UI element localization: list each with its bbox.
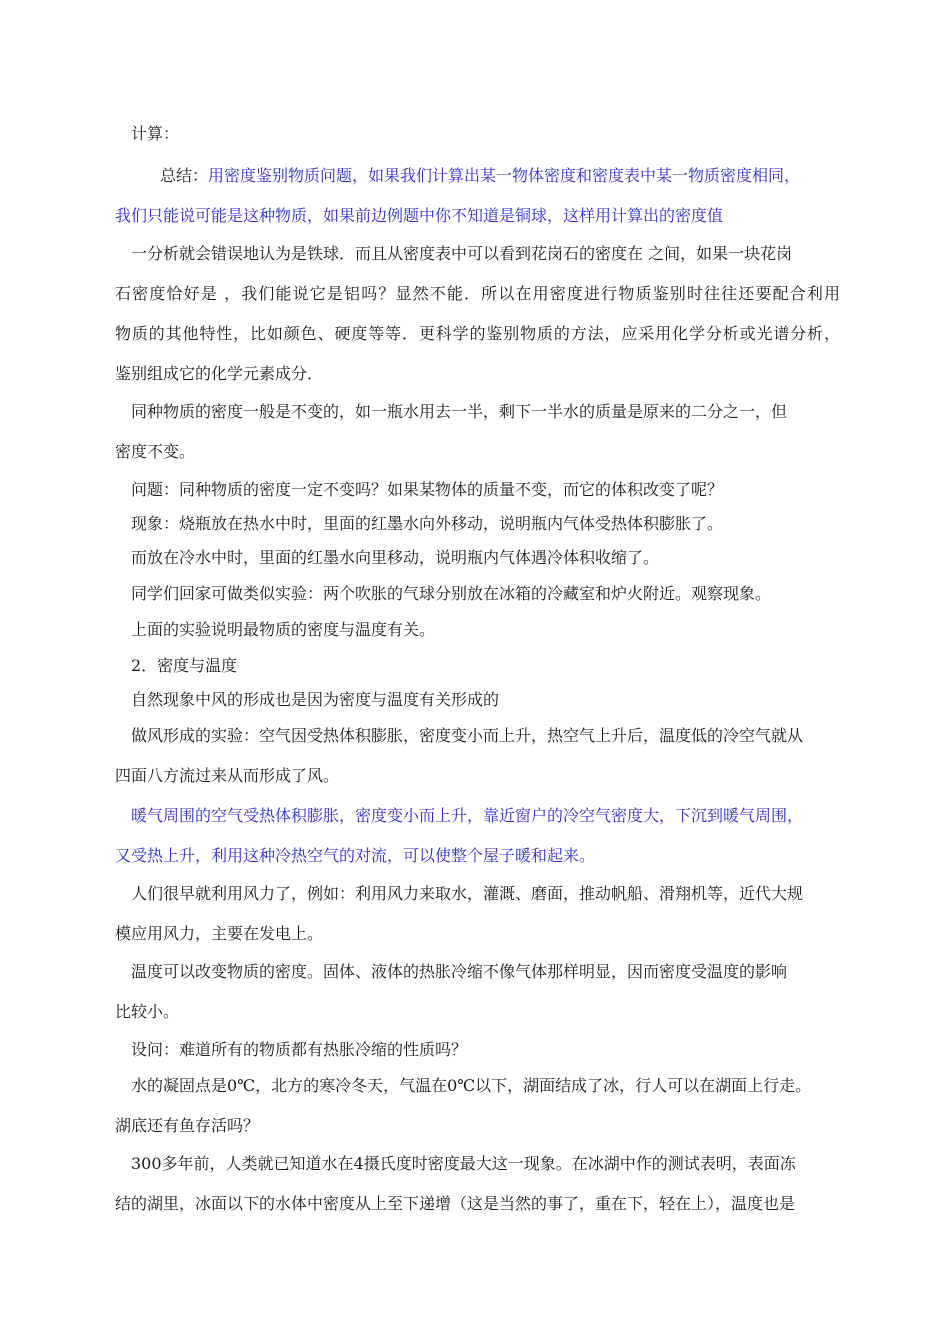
- paragraph-line: 四面八方流过来从而形成了风。: [115, 766, 340, 785]
- paragraph-line: 模应用风力，主要在发电上。: [115, 924, 324, 943]
- summary-line-2: 我们只能说可能是这种物质，如果前边例题中你不知道是铜球，这样用计算出的密度值: [115, 206, 724, 225]
- highlight-line: 暖气周围的空气受热体积膨胀，密度变小而上升，靠近窗户的冷空气密度大，下沉到暖气周围，: [131, 806, 804, 825]
- summary-line-1: [160, 166, 840, 186]
- question-line: 问题：同种物质的密度一定不变吗？如果某物体的质量不变，而它的体积改变了呢？: [131, 480, 724, 499]
- highlight-line: 又受热上升，利用这种冷热空气的对流，可以使整个屋子暖和起来。: [115, 846, 596, 865]
- paragraph-line: 自然现象中风的形成也是因为密度与温度有关形成的: [131, 690, 500, 709]
- paragraph-line: 湖底还有鱼存活吗？: [115, 1116, 260, 1135]
- section-heading: 2．密度与温度: [131, 656, 238, 675]
- paragraph-line: 而放在冷水中时，里面的红墨水向里移动，说明瓶内气体遇冷体积收缩了。: [131, 548, 660, 567]
- paragraph-line: 密度不变。: [115, 442, 196, 461]
- paragraph-line: 同学们回家可做类似实验：两个吹胀的气球分别放在冰箱的冷藏室和炉火附近。观察现象。: [131, 584, 772, 603]
- phenomenon-line: 现象：烧瓶放在热水中时，里面的红墨水向外移动，说明瓶内气体受热体积膨胀了。: [131, 514, 724, 533]
- summary-text: 用密度鉴别物质问题，如果我们计算出某一物体密度和密度表中某一物质密度相同，: [208, 166, 801, 185]
- paragraph-line: 做风形成的实验：空气因受热体积膨胀，密度变小而上升，热空气上升后，温度低的冷空气就从: [131, 726, 804, 745]
- paragraph-line: 温度可以改变物质的密度。固体、液体的热胀冷缩不像气体那样明显，因而密度受温度的影响: [131, 962, 788, 981]
- paragraph-line: 比较小。: [115, 1002, 180, 1021]
- calc-label: 计算：: [131, 124, 180, 143]
- paragraph-line: 一分析就会错误地认为是铁球．而且从密度表中可以看到花岗石的密度在 之间，如果一块花岗: [131, 244, 793, 263]
- paragraph-line: 300多年前，人类就已知道水在4摄氏度时密度最大这一现象。在冰湖中作的测试表明，表面冻: [131, 1154, 796, 1173]
- paragraph-line: 上面的实验说明最物质的密度与温度有关。: [131, 620, 436, 639]
- question-line: 设问：难道所有的物质都有热胀冷缩的性质吗？: [131, 1040, 468, 1059]
- paragraph-line: 人们很早就利用风力了，例如：利用风力来取水，灌溉、磨面，推动帆船、滑翔机等，近代大规: [131, 884, 804, 903]
- paragraph-line: 物质的其他特性，比如颜色、硬度等等．更科学的鉴别物质的方法，应采用化学分析或光谱分析，: [115, 324, 840, 343]
- paragraph-line: 石密度恰好是 ，我们能说它是铝吗？显然不能．所以在用密度进行物质鉴别时往往还要配合利用: [115, 284, 840, 303]
- paragraph-line: 水的凝固点是0℃，北方的寒冷冬天，气温在0℃以下，湖面结成了冰，行人可以在湖面上行走。: [131, 1076, 812, 1095]
- paragraph-line: 结的湖里，冰面以下的水体中密度从上至下递增（这是当然的事了，重在下，轻在上），温度也是: [115, 1194, 796, 1213]
- paragraph-line: 鉴别组成它的化学元素成分．: [115, 364, 324, 383]
- paragraph-line: 同种物质的密度一般是不变的，如一瓶水用去一半，剩下一半水的质量是原来的二分之一，但: [131, 402, 788, 421]
- summary-label: 总结：: [160, 166, 209, 185]
